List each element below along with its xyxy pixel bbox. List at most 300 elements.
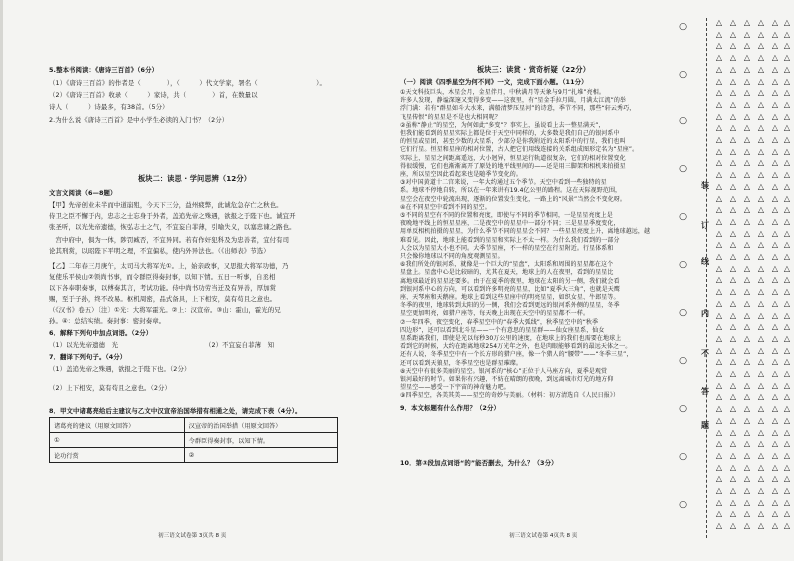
seal-triangle: △ [743,88,751,98]
passage-line: 离地球最近的星星还要多。由于在夏季的夜里，地球在太阳的另一侧，我们就会看 [400,277,620,285]
seal-circle: ○ [679,500,687,510]
seal-triangle: △ [783,380,791,390]
seal-triangle: △ [757,404,765,414]
seal-triangle: △ [715,193,723,203]
seal-triangle: △ [729,287,737,297]
seal-triangle: △ [715,450,723,460]
seal-triangle: △ [743,404,751,414]
seal-triangle: △ [771,41,779,51]
seal-triangle: △ [743,474,751,484]
passage-line: ①天文科技巨头，木星会月，金星伴月，中秋满月等天象与9月“扎堆”亮相。 [400,89,605,96]
seal-triangle: △ [783,333,791,343]
seal-circle: ○ [679,404,687,414]
seal-triangle: △ [715,275,723,285]
seal-triangle: △ [729,439,737,449]
table-cell[interactable]: ② [184,448,337,463]
seal-triangle: △ [783,193,791,203]
seal-triangle: △ [729,497,737,507]
seal-triangle: △ [729,205,737,215]
passage-line: 看到它的时候，大约在距离地球254万光年之外，也是肉眼能够看到的最远天体之一。 [400,343,632,351]
seal-triangle: △ [743,252,751,261]
seal-triangle: △ [743,322,751,332]
passage-line: ④在不同星空中看到不同的星空。 [400,203,491,211]
seal-triangle: △ [729,99,737,109]
q7-a: （1）盖追先帝之殊遇，欲报之于陛下也。（2分） [49,365,191,373]
seal-circle: ○ [679,22,687,32]
seal-triangle: △ [771,369,779,378]
seal-triangle: △ [771,404,779,414]
table-cell: 论功行赏 [50,448,185,463]
seal-triangle: △ [783,252,791,261]
seal-triangle: △ [783,53,791,63]
seal-triangle: △ [715,123,723,133]
seal-triangle: △ [757,333,765,343]
seal-triangle: △ [743,146,751,156]
seal-triangle: △ [729,29,737,39]
seal-triangle: △ [729,357,737,367]
seal-triangle: △ [743,170,751,180]
seal-triangle: △ [729,53,737,63]
seal-triangle: △ [743,228,751,238]
seal-triangle: △ [757,216,765,226]
passage-line: 座、天琴座和天鹅座。地球上看到这些星座中的明亮星星，如织女星、牛郎星等。 [400,294,620,301]
seal-triangle: △ [771,216,779,226]
seal-triangle: △ [757,111,765,121]
seal-char: 线 [701,257,709,266]
seal-triangle: △ [771,392,779,402]
seal-triangle: △ [771,64,779,74]
seal-triangle: △ [715,88,723,98]
seal-triangle: △ [715,205,723,215]
module3-title: 板块三：读赏 · 赏奇析疑（22分） [477,65,590,74]
seal-triangle: △ [729,380,737,390]
seal-triangle: △ [783,392,791,402]
seal-triangle: △ [729,462,737,472]
seal-triangle: △ [729,310,737,320]
passage-line: 冬季的夜里，地球转到太阳的另一侧，我们会看到更远的银河系外侧的星星，冬季 [400,302,620,310]
seal-triangle: △ [715,252,723,261]
seal-triangle: △ [757,380,765,390]
seal-triangle: △ [771,99,779,109]
table-cell[interactable]: ① [50,433,185,448]
seal-triangle: △ [729,275,737,285]
seal-triangle: △ [771,228,779,238]
seal-triangle: △ [757,205,765,215]
passage-line: ③对中国黄道十二宫来说，一年大约通过五个季节。天空中看到一些独特的星 [400,179,607,187]
seal-triangle: △ [715,170,723,180]
seal-triangle: △ [783,287,791,297]
seal-triangle: △ [743,369,751,378]
seal-triangle: △ [715,427,723,437]
seal-circle: ○ [679,260,687,270]
passage-line: 实际上，星星之间距离遥远，大小迥异，恒星运行轨道很复杂，它们的相对位置变化 [400,154,626,162]
seal-triangle: △ [729,111,737,121]
seal-triangle: △ [729,521,737,531]
seal-triangle: △ [771,193,779,203]
seal-triangle: △ [757,41,765,51]
seal-triangle: △ [729,322,737,332]
seal-triangle: △ [771,123,779,133]
seal-triangle: △ [715,263,723,273]
seal-triangle: △ [757,462,765,472]
seal-triangle: △ [771,146,779,156]
passage-line: 孙。④：总结实绩。奏封事：密封奏章。 [49,317,166,325]
passage-line: ②虽称“静止”的星空，为何如此“多变”？事实上，虽说看上去一整星满天”， [400,121,605,129]
seal-triangle: △ [757,193,765,203]
seal-triangle: △ [783,111,791,121]
seal-triangle: △ [757,18,765,27]
seal-triangle: △ [783,76,791,86]
seal-triangle: △ [743,439,751,449]
passage-line: 星系距离我们，即使是光以每秒30万公里的速度，在地球上的我们也需要在地球上 [400,335,622,342]
passage-line: 难看见。因此，地球上能看到的星星和实际上不太一样。为什么我们看到的一部分 [400,236,620,244]
seal-triangle: △ [743,509,751,519]
seal-triangle: △ [743,333,751,343]
seal-triangle: △ [729,450,737,460]
seal-triangle: △ [715,521,723,531]
passage-line: 宫中府中，俱为一体，陟罚臧否，不宜异同。若有作奸犯科及为忠善者，宜付有司 [49,236,290,244]
classical-title: 文言文阅读（6—8题） [49,189,117,197]
table-row [50,433,338,448]
seal-triangle: △ [743,357,751,367]
seal-triangle: △ [783,228,791,238]
q5-heading: 5.整本书阅读：《唐诗三百首》（6分） [49,66,159,74]
seal-triangle: △ [715,53,723,63]
seal-triangle: △ [771,298,779,308]
seal-char: 答 [701,387,709,396]
passage-line: 的恒星或星团，甚至少数的大星系，少部分是你我附近的太阳系中的行星，我们也叫 [400,138,626,146]
seal-triangle: △ [771,462,779,472]
seal-triangle: △ [783,450,791,460]
seal-triangle: △ [715,322,723,332]
module2-title: 板块二：读思 · 学问思辨（12分） [138,174,251,183]
seal-triangle: △ [771,29,779,39]
seal-triangle: △ [783,181,791,191]
seal-triangle: △ [757,64,765,74]
seal-circle: ○ [679,308,687,318]
seal-triangle: △ [743,135,751,144]
seal-triangle: △ [729,123,737,133]
passage-line: 星空更加明亮，如猎户座等，每天晚上出现在天空中的星星都不一样。 [400,310,590,318]
seal-triangle: △ [715,415,723,425]
seal-triangle: △ [729,509,737,519]
seal-triangle: △ [783,427,791,437]
seal-triangle: △ [757,415,765,425]
page-footer: 初三语文试卷第 3页共 8 页 [158,533,227,539]
seal-triangle: △ [757,275,765,285]
seal-triangle: △ [771,474,779,484]
passage-line: 系。地球不停地自转，所以在一年来讲有19.4亿公里的路程。这在天际视野范围， [400,187,622,195]
passage-line: 用单反相机拍摄的星星，为什么季节不同的星星会不同？一些星星亮度上升，离地球越远，越 [400,228,651,236]
passage-line: 人会以为星星大小也不同。大季节星座，不一样的星空在行星附近。行星体系和 [400,244,614,252]
seal-triangle: △ [771,427,779,437]
seal-triangle: △ [771,439,779,449]
seal-triangle: △ [715,240,723,250]
seal-triangle: △ [771,450,779,460]
seal-triangle: △ [783,29,791,39]
seal-triangle: △ [783,521,791,531]
table-row [50,418,338,433]
seal-triangle: △ [757,287,765,297]
passage-line: 许多人发现，静谧深邃又变得多变——这夜里，有“星金手拉月圆，月满太江流”的举 [400,97,627,105]
passage-line: 【乙】二年春三月庚午，太司马大将军光①。上，始亲政事，又思报大将军功德，乃 [49,262,289,270]
seal-triangle: △ [757,76,765,86]
seal-triangle: △ [757,298,765,308]
seal-triangle: △ [771,18,779,27]
seal-triangle: △ [715,146,723,156]
seal-triangle: △ [757,345,765,355]
seal-char: 内 [701,309,709,318]
seal-triangle: △ [729,474,737,484]
seal-triangle: △ [743,345,751,355]
seal-triangle: △ [729,298,737,308]
seal-triangle: △ [715,76,723,86]
seal-triangle: △ [783,462,791,472]
seal-triangle: △ [743,18,751,27]
answer-table [49,417,338,463]
seal-triangle: △ [743,158,751,168]
seal-triangle: △ [783,474,791,484]
passage-line: 座，所以星空因此看起来也是随季节变化的。 [400,171,523,178]
seal-triangle: △ [715,111,723,121]
seal-triangle: △ [729,263,737,273]
seal-triangle: △ [771,333,779,343]
seal-triangle: △ [743,310,751,320]
seal-circle: ○ [679,212,687,222]
seal-triangle: △ [783,216,791,226]
passage-line: 到银河系中心的方向，可以看到许多明亮的星星，比如“夏季大三角”，也就是天鹰 [400,285,620,293]
q5-line: 诗人（ ）诗最多，有38首。（5分） [49,103,169,111]
q6-b: （2）不宜妄自菲薄 知 [205,341,275,349]
seal-triangle: △ [783,497,791,507]
seal-triangle: △ [771,310,779,320]
seal-triangle: △ [715,64,723,74]
passage-line: 侍卫之臣不懈于内，忠志之士忘身于外者，盖追先帝之殊遇，欲报之于陛下也。诚宜开 [49,212,296,220]
seal-triangle: △ [771,263,779,273]
seal-triangle: △ [757,181,765,191]
seal-triangle: △ [783,357,791,367]
seal-triangle: △ [743,64,751,74]
seal-triangle: △ [743,521,751,531]
seal-triangle: △ [715,310,723,320]
seal-triangle: △ [771,497,779,507]
seal-triangle: △ [715,333,723,343]
seal-triangle: △ [729,181,737,191]
seal-triangle: △ [757,158,765,168]
passage-line: 星盘上。星盘中心是比较暗的，尤其在夏天，地球上的人在夜里，看到的星星比 [400,269,614,277]
seal-triangle: △ [729,76,737,86]
seal-triangle: △ [783,135,791,144]
seal-triangle: △ [715,298,723,308]
seal-triangle: △ [757,392,765,402]
seal-triangle: △ [729,146,737,156]
seal-triangle: △ [743,205,751,215]
seal-triangle: △ [715,135,723,144]
passage-line: ⑦一年四季，夜空变化，春季星空中的“春季大弧线”，秋季星空中的“秋季 [400,318,599,326]
q8: 8．甲文中诸葛亮给后主建议与乙文中汉宣帝治国举措有相通之处，请完成下表（4分）。 [49,407,302,415]
seal-triangle: △ [783,345,791,355]
seal-triangle: △ [783,146,791,156]
passage-line: 浮门满：若有“群星如斗大水来，满船清梦压星河”的诗意，季节不同，那些“轩云秀巧， [400,105,636,113]
table-cell: 汉宣帝的治国举措（用原文回答） [184,418,337,433]
seal-triangle: △ [757,123,765,133]
passage-line: 以下各奉职奏事，以傅奏其言，考试功能。侍中尚书功劳当迁及有异善，厚加赏 [49,284,277,292]
passage-line: 飞星传恨”的星星是不是也大相同呢？ [400,113,501,121]
seal-triangle: △ [715,439,723,449]
passage-line: 论其刑赏，以昭陛下平明之理，不宜偏私，使内外异法也。（《出师表》节选） [49,247,270,255]
seal-strip [677,18,794,538]
seal-triangle: △ [715,497,723,507]
seal-triangle: △ [757,439,765,449]
seal-triangle: △ [715,486,723,495]
seal-triangle: △ [757,450,765,460]
seal-triangle: △ [743,392,751,402]
seal-triangle: △ [743,99,751,109]
seal-triangle: △ [715,41,723,51]
seal-triangle: △ [783,310,791,320]
seal-char: 订 [701,221,709,230]
seal-triangle: △ [757,497,765,507]
seal-triangle: △ [783,18,791,27]
passage-line: 张圣听，以光先帝遗德，恢弘志士之气，不宜妄自菲薄，引喻失义，以塞忠谏之路也。 [49,223,296,231]
seal-triangle: △ [729,18,737,27]
q5-question: 2.为什么说《唐诗三百首》是中小学生必读的入门书？（2分） [49,116,229,124]
passage-line: ⑨四季星空，各美其美——星空的奇妙与美丽。（材料：初方清选自《人民日报》） [400,392,620,400]
seal-triangle: △ [743,76,751,86]
seal-triangle: △ [743,287,751,297]
seal-triangle: △ [757,369,765,378]
seal-triangle: △ [729,345,737,355]
seal-triangle: △ [771,322,779,332]
passage-line: ⑧天空中有很多美丽的星空。银河系的“核心”正位于人马座方向，夏季是观赏 [400,367,608,375]
seal-triangle: △ [783,404,791,414]
seal-triangle: △ [743,462,751,472]
seal-triangle: △ [743,29,751,39]
seal-triangle: △ [715,18,723,27]
seal-triangle: △ [771,357,779,367]
seal-triangle: △ [771,509,779,519]
seal-triangle: △ [771,287,779,297]
passage-line: 还有人说，冬季星空中有一个长方形的猎户座，像一个猎人的“腰带”——“冬季三星”， [400,351,633,359]
seal-triangle: △ [757,310,765,320]
seal-triangle: △ [757,228,765,238]
seal-triangle: △ [783,415,791,425]
seal-triangle: △ [757,252,765,261]
seal-triangle: △ [771,240,779,250]
q10: 10．第③段加点词语“的”能否删去，为什么？（3分） [400,459,558,467]
seal-triangle: △ [757,135,765,144]
seal-triangle: △ [729,135,737,144]
seal-triangle: △ [743,497,751,507]
seal-triangle: △ [729,88,737,98]
seal-triangle: △ [771,88,779,98]
seal-circle: ○ [679,70,687,80]
seal-triangle: △ [757,474,765,484]
seal-triangle: △ [783,369,791,378]
passage-line: 但我们能看到的星星实际上都是位于天空中同样的，大多数是我们自己的银河系中 [400,130,620,137]
seal-triangle: △ [729,392,737,402]
seal-circle: ○ [679,116,687,126]
seal-triangle: △ [757,357,765,367]
seal-triangle: △ [783,439,791,449]
seal-triangle: △ [743,193,751,203]
seal-triangle: △ [757,88,765,98]
seal-triangle: △ [715,158,723,168]
seal-char: 装 [701,181,709,190]
seal-triangle: △ [743,41,751,51]
seal-triangle: △ [783,240,791,250]
passage-line: 得很缓慢，它们也渐渐离开了原处的地平线里间的——还是用三脚架和相机来拍摄星 [400,162,626,170]
seal-triangle: △ [757,509,765,519]
seal-triangle: △ [743,181,751,191]
seal-triangle: △ [743,415,751,425]
seal-triangle: △ [715,369,723,378]
passage-line: ⑥我们所处的银河系，就像是一个巨大的“星盘”，太阳系和周围的星星都在这个 [400,261,614,269]
q9: 9．本文标题有什么作用？（2分） [400,404,500,412]
seal-triangle: △ [715,287,723,297]
seal-triangle: △ [771,521,779,531]
seal-triangle: △ [771,252,779,261]
passage-line: 赐，至于子孙，终不改易。枢机周密，品式备具，上下相安，莫有苟且之意也。 [49,295,277,303]
seal-triangle: △ [771,158,779,168]
seal-triangle: △ [729,41,737,51]
table-row [50,448,338,463]
passage-line: 夜晚地平线上的恒星星座，二是夜空中的星星中一部分不同；三是星星季度变化， [400,220,620,228]
seal-triangle: △ [743,298,751,308]
seal-triangle: △ [771,181,779,191]
seal-triangle: △ [743,263,751,273]
seal-triangle: △ [729,427,737,437]
q5-line: （1）《唐诗三百首》的作者是（ ），（ ）代文学家，署名（ ）。 [49,79,326,87]
seal-triangle: △ [757,521,765,531]
seal-triangle: △ [729,193,737,203]
seal-triangle: △ [729,240,737,250]
q7-b: （2）上下相安，莫有苟且之意也。（2分） [49,384,171,392]
seal-triangle: △ [743,450,751,460]
seal-triangle: △ [757,99,765,109]
passage-line: 四边形”，还可以看到北斗星——一个有意思的星星群——仙女座星系，仙女 [400,326,605,334]
seal-triangle: △ [783,158,791,168]
seal-triangle: △ [715,509,723,519]
seal-triangle: △ [771,345,779,355]
seal-triangle: △ [783,123,791,133]
seal-triangle: △ [757,427,765,437]
seal-triangle: △ [715,404,723,414]
seal-triangle: △ [771,170,779,180]
seal-triangle: △ [715,462,723,472]
seal-triangle: △ [757,240,765,250]
seal-char: 题 [701,421,709,430]
seal-triangle: △ [783,263,791,273]
seal-triangle: △ [771,275,779,285]
seal-triangle: △ [729,216,737,226]
seal-triangle: △ [743,216,751,226]
seal-triangle: △ [743,380,751,390]
seal-triangle: △ [783,486,791,495]
seal-triangle: △ [771,415,779,425]
seal-triangle: △ [771,135,779,144]
seal-triangle: △ [729,404,737,414]
seal-triangle: △ [771,205,779,215]
seal-triangle: △ [715,29,723,39]
seal-triangle: △ [757,322,765,332]
seal-triangle: △ [715,216,723,226]
seal-triangle: △ [715,357,723,367]
seal-triangle: △ [771,486,779,495]
seal-triangle: △ [783,205,791,215]
seal-triangle: △ [715,392,723,402]
seal-triangle: △ [729,170,737,180]
